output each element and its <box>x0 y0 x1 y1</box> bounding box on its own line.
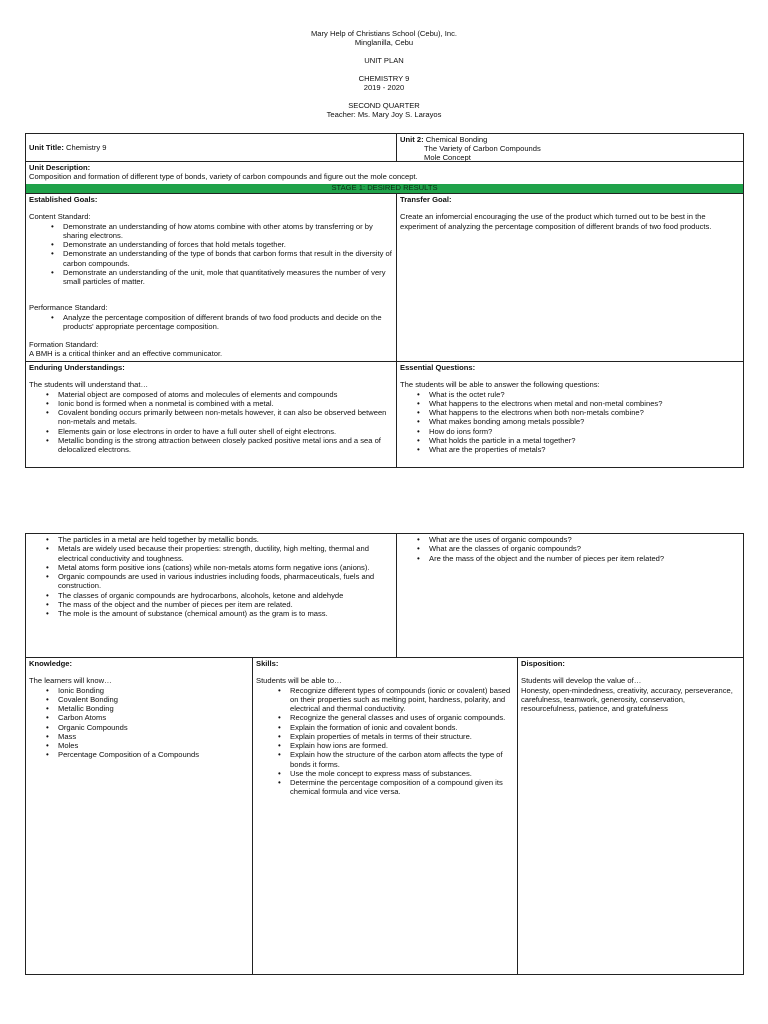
list-item: • Moles <box>29 741 249 750</box>
list-item: • Demonstrate an understanding of forces that hold metals together. <box>29 240 393 249</box>
transfer-goal-text: Create an infomercial encouraging the use of the product which turned out to be best in the experiment of analyzing the percentage composition of different brands of two food products. <box>400 212 712 231</box>
skills-heading: Skills: <box>256 659 279 668</box>
skills-list <box>256 686 514 797</box>
list-item: • Demonstrate an understanding of the type of bonds that carbon forms that result in the diversity of carbon compounds. <box>29 249 393 268</box>
skills-cell <box>252 657 518 975</box>
list-item: • What are the classes of organic compounds? <box>400 544 740 553</box>
transfer-goal-heading: Transfer Goal: <box>400 195 452 204</box>
list-item: • What happens to the electrons when metal and non-metal combines? <box>400 399 740 408</box>
list-item: • Percentage Composition of a Compounds <box>29 750 249 759</box>
list-item: • Explain properties of metals in terms of their structure. <box>256 732 514 741</box>
unit2-cell <box>396 133 744 162</box>
essential-questions-list <box>400 390 740 455</box>
list-item: • Are the mass of the object and the number of pieces per item related? <box>400 554 740 563</box>
list-item: • What makes bonding among metals possible? <box>400 417 740 426</box>
performance-standard-label: Performance Standard: <box>29 303 108 313</box>
list-item: • The mole is the amount of substance (chemical amount) as the gram is to mass. <box>29 609 393 618</box>
list-item: • Metal atoms form positive ions (cations) while non-metals atoms form negative ions (anions). <box>29 563 393 572</box>
unit2-label: Unit 2: <box>400 135 424 144</box>
quarter: SECOND QUARTER <box>348 101 420 110</box>
list-item: • Analyze the percentage composition of different brands of two food products and decide on the products' appropriate percentage composition. <box>29 313 393 332</box>
list-item: • Determine the percentage composition of a compound given its chemical formula and vice versa. <box>256 778 514 797</box>
unit-title-value: Chemistry 9 <box>66 143 107 152</box>
list-item: • Use the mole concept to express mass of substances. <box>256 769 514 778</box>
list-item: • Covalent Bonding <box>29 695 249 704</box>
disposition-values: Honesty, open-mindedness, creativity, accuracy, perseverance, carefulness, teamwork, generosity, conservation, resourcefulness, patience, and gratefulness <box>521 685 733 713</box>
list-item: • The mass of the object and the number of pieces per item are related. <box>29 600 393 609</box>
knowledge-heading: Knowledge: <box>29 659 73 668</box>
list-item: • Mass <box>29 732 249 741</box>
list-item: • Ionic Bonding <box>29 686 249 695</box>
document-type: UNIT PLAN <box>364 56 404 65</box>
list-item: • Organic compounds are used in various industries including foods, pharmaceuticals, fuels and construction. <box>29 572 393 591</box>
list-item: • Explain how ions are formed. <box>256 741 514 750</box>
skills-intro: Students will be able to… <box>256 676 342 686</box>
school-name: Mary Help of Christians School (Cebu), Inc. <box>310 29 458 38</box>
school-year: 2019 - 2020 <box>363 83 405 92</box>
unit2-topic-carbon: The Variety of Carbon Compounds <box>424 144 541 153</box>
list-item: • Recognize the general classes and uses of organic compounds. <box>256 713 514 722</box>
unit-title-label: Unit Title: <box>29 143 64 152</box>
established-goals-cell <box>25 193 397 362</box>
established-goals-heading: Established Goals: <box>29 195 98 204</box>
list-item: • The classes of organic compounds are hydrocarbons, alcohols, ketone and aldehyde <box>29 591 393 600</box>
school-location: Minglanilla, Cebu <box>354 38 414 47</box>
knowledge-intro: The learners will know… <box>29 676 112 686</box>
unit-description-label: Unit Description: <box>29 163 91 172</box>
essential-questions-heading: Essential Questions: <box>400 363 476 372</box>
disposition-heading: Disposition: <box>521 659 565 668</box>
essential-questions-cont-cell <box>396 533 744 658</box>
list-item: • How do ions form? <box>400 427 740 436</box>
document-header <box>0 29 768 119</box>
list-item: • Material object are composed of atoms and molecules of elements and compounds <box>29 390 393 399</box>
enduring-understandings-heading: Enduring Understandings: <box>29 363 125 372</box>
list-item: • Elements gain or lose electrons in order to have a full outer shell of eight electrons. <box>29 427 393 436</box>
unit-title-cell <box>25 133 397 162</box>
list-item: • What holds the particle in a metal together? <box>400 436 740 445</box>
list-item: • The particles in a metal are held together by metallic bonds. <box>29 535 393 544</box>
list-item: • Organic Compounds <box>29 723 249 732</box>
list-item: • Ionic bond is formed when a nonmetal is combined with a metal. <box>29 399 393 408</box>
knowledge-cell <box>25 657 253 975</box>
unit-description-cell <box>25 161 744 185</box>
list-item: • Metals are widely used because their properties: strength, ductility, high melting, thermal and electrical conductivity and toughness. <box>29 544 393 563</box>
essential-questions-cont-list <box>400 535 740 563</box>
list-item: • What is the octet rule? <box>400 390 740 399</box>
essential-questions-intro: The students will be able to answer the following questions: <box>400 380 600 390</box>
formation-standard-label: Formation Standard: <box>29 340 99 349</box>
list-item: • Covalent bonding occurs primarily between non-metals however, it can also be observed between non-metals and metals. <box>29 408 393 427</box>
performance-standard-list <box>29 313 393 332</box>
transfer-goal-cell <box>396 193 744 362</box>
enduring-understandings-intro: The students will understand that… <box>29 380 149 390</box>
teacher: Teacher: Ms. Mary Joy S. Larayos <box>326 110 442 119</box>
list-item: • Metallic Bonding <box>29 704 249 713</box>
enduring-understandings-list <box>29 390 393 455</box>
unit2-topic-mole: Mole Concept <box>424 153 471 162</box>
list-item: • Demonstrate an understanding of the unit, mole that quantitatively measures the number of very small particles of matter. <box>29 268 393 287</box>
list-item: • Carbon Atoms <box>29 713 249 722</box>
enduring-understandings-cell <box>25 361 397 468</box>
unit2-value: Chemical Bonding <box>425 135 488 144</box>
content-standard-label: Content Standard: <box>29 212 91 222</box>
list-item: • What are the properties of metals? <box>400 445 740 454</box>
content-standard-list <box>29 222 393 287</box>
essential-questions-cell <box>396 361 744 468</box>
list-item: • Demonstrate an understanding of how atoms combine with other atoms by transferring or by sharing electrons. <box>29 222 393 241</box>
list-item: • What are the uses of organic compounds? <box>400 535 740 544</box>
list-item: • Explain how the structure of the carbon atom affects the type of bonds it forms. <box>256 750 514 769</box>
list-item: • Recognize different types of compounds (ionic or covalent) based on their properties such as melting point, hardness, polarity, and electrical and thermal conductivity. <box>256 686 514 714</box>
subject: CHEMISTRY 9 <box>358 74 410 83</box>
disposition-intro: Students will develop the value of… <box>521 676 642 686</box>
unit-description-text: Composition and formation of different type of bonds, variety of carbon compounds and figure out the mole concept. <box>29 172 418 182</box>
enduring-understandings-cont-list <box>29 535 393 618</box>
list-item: • Metallic bonding is the strong attraction between closely packed positive metal ions and a sea of delocalized electrons. <box>29 436 393 455</box>
knowledge-list <box>29 686 249 760</box>
formation-standard-text: A BMH is a critical thinker and an effective communicator. <box>29 349 223 359</box>
disposition-cell <box>517 657 744 975</box>
enduring-understandings-cont-cell <box>25 533 397 658</box>
stage-banner: STAGE 1: DESIRED RESULTS <box>25 184 744 193</box>
list-item: • What happens to the electrons when both non-metals combine? <box>400 408 740 417</box>
list-item: • Explain the formation of ionic and covalent bonds. <box>256 723 514 732</box>
